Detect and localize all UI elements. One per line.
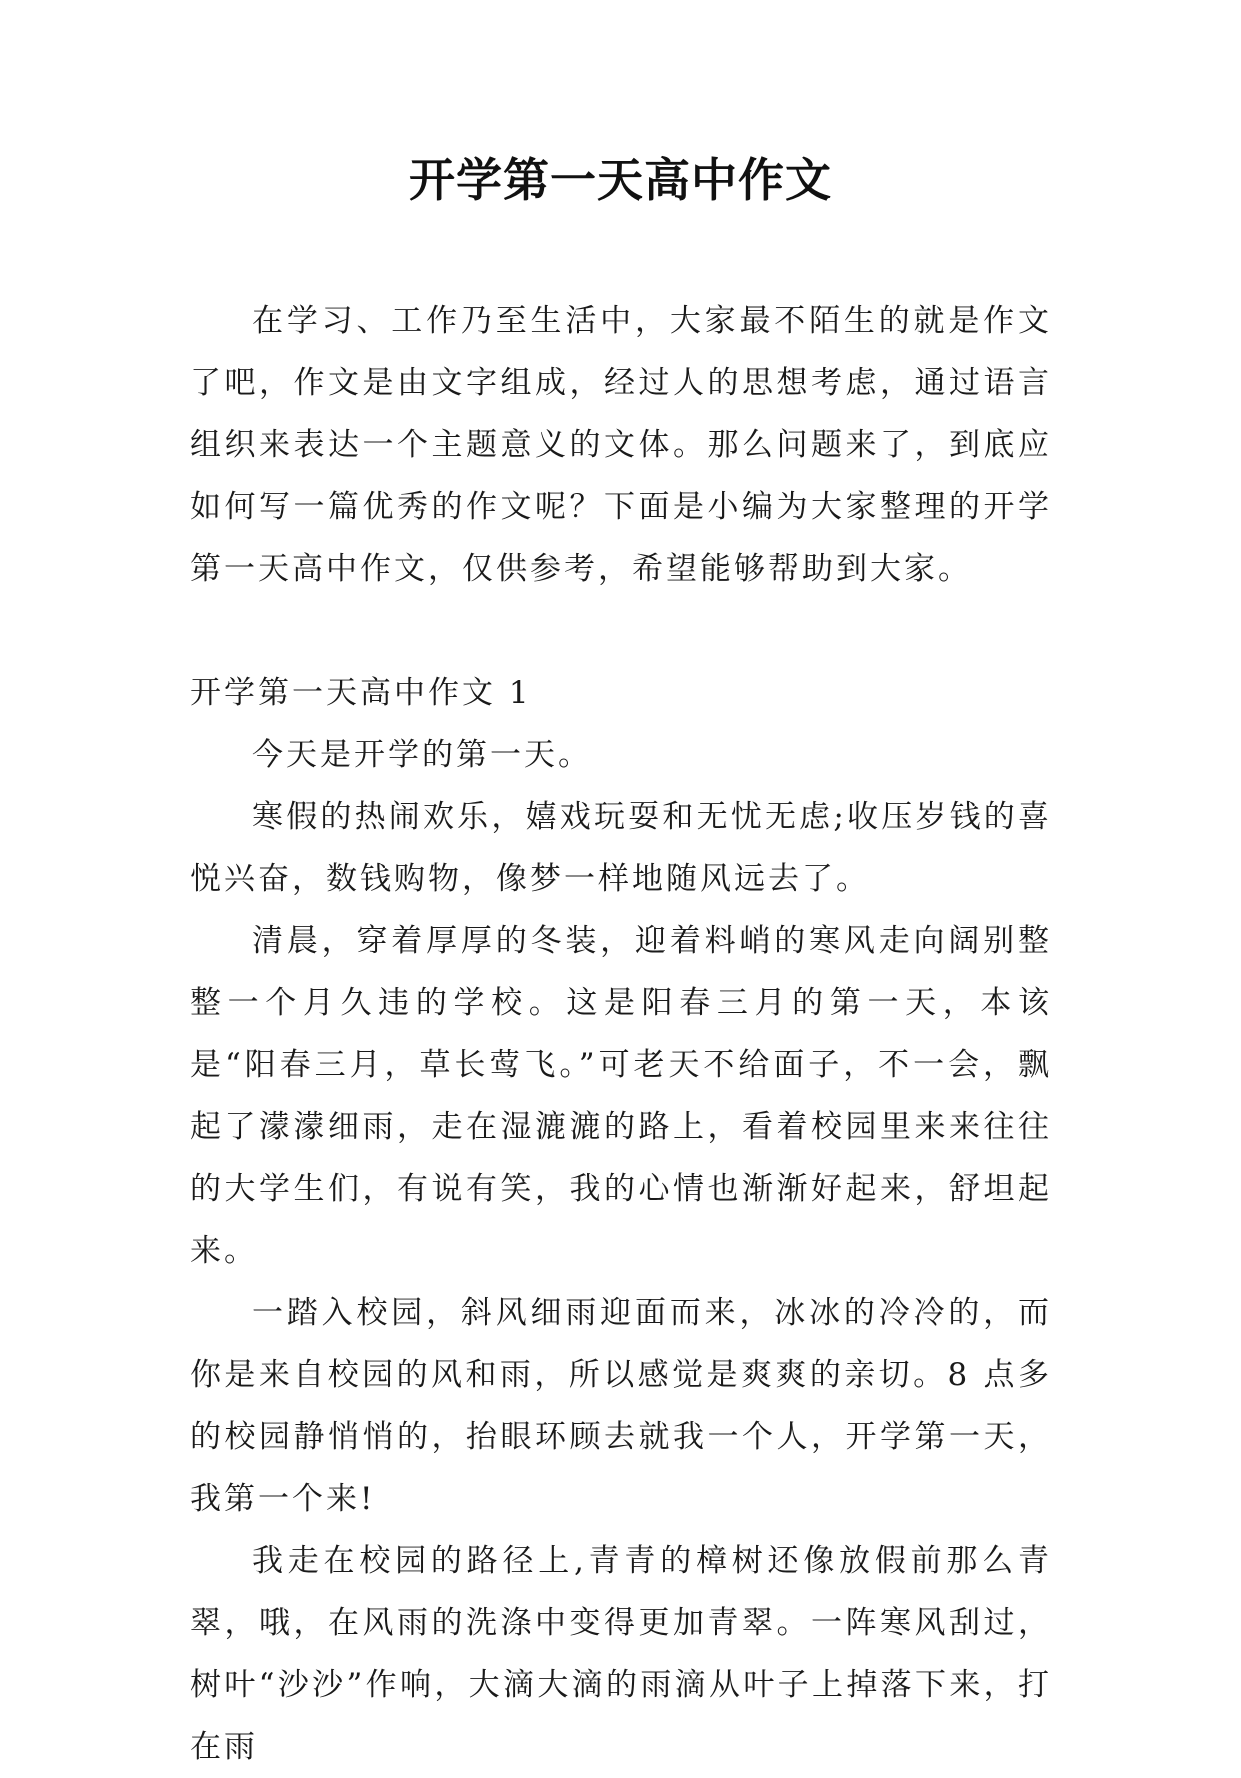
document-body [190, 290, 1052, 1778]
body-paragraph-5: 我走在校园的路径上,青青的樟树还像放假前那么青翠，哦，在风雨的洗涤中变得更加青翠。一阵寒风刮过，树叶“沙沙”作响，大滴大滴的雨滴从叶子上掉落下来，打在雨 [190, 1543, 1052, 1765]
intro-paragraph: 在学习、工作乃至生活中，大家最不陌生的就是作文了吧，作文是由文字组成，经过人的思想考虑，通过语言组织来表达一个主题意义的文体。那么问题来了，到底应如何写一篇优秀的作文呢？下面是小编为大家整理的开学第一天高中作文，仅供参考，希望能够帮助到大家。 [190, 303, 1052, 587]
document-title: 开学第一天高中作文 [409, 153, 832, 207]
body-paragraph-1: 今天是开学的第一天。 [252, 737, 592, 773]
body-paragraph-2: 寒假的热闹欢乐，嬉戏玩耍和无忧无虑;收压岁钱的喜悦兴奋，数钱购物，像梦一样地随风远去了。 [190, 799, 1052, 897]
body-paragraph-4: 一踏入校园，斜风细雨迎面而来，冰冰的冷冷的，而你是来自校园的风和雨，所以感觉是爽爽的亲切。8 点多的校园静悄悄的，抬眼环顾去就我一个人，开学第一天，我第一个来! [190, 1295, 1052, 1517]
body-paragraph-3: 清晨，穿着厚厚的冬装，迎着料峭的寒风走向阔别整整一个月久违的学校。这是阳春三月的第一天，本该是“阳春三月，草长莺飞。”可老天不给面子，不一会，飘起了濛濛细雨，走在湿漉漉的路上，看着校园里来来往往的大学生们，有说有笑，我的心情也渐渐好起来，舒坦起来。 [190, 923, 1052, 1269]
section-heading: 开学第一天高中作文 1 [190, 675, 532, 711]
